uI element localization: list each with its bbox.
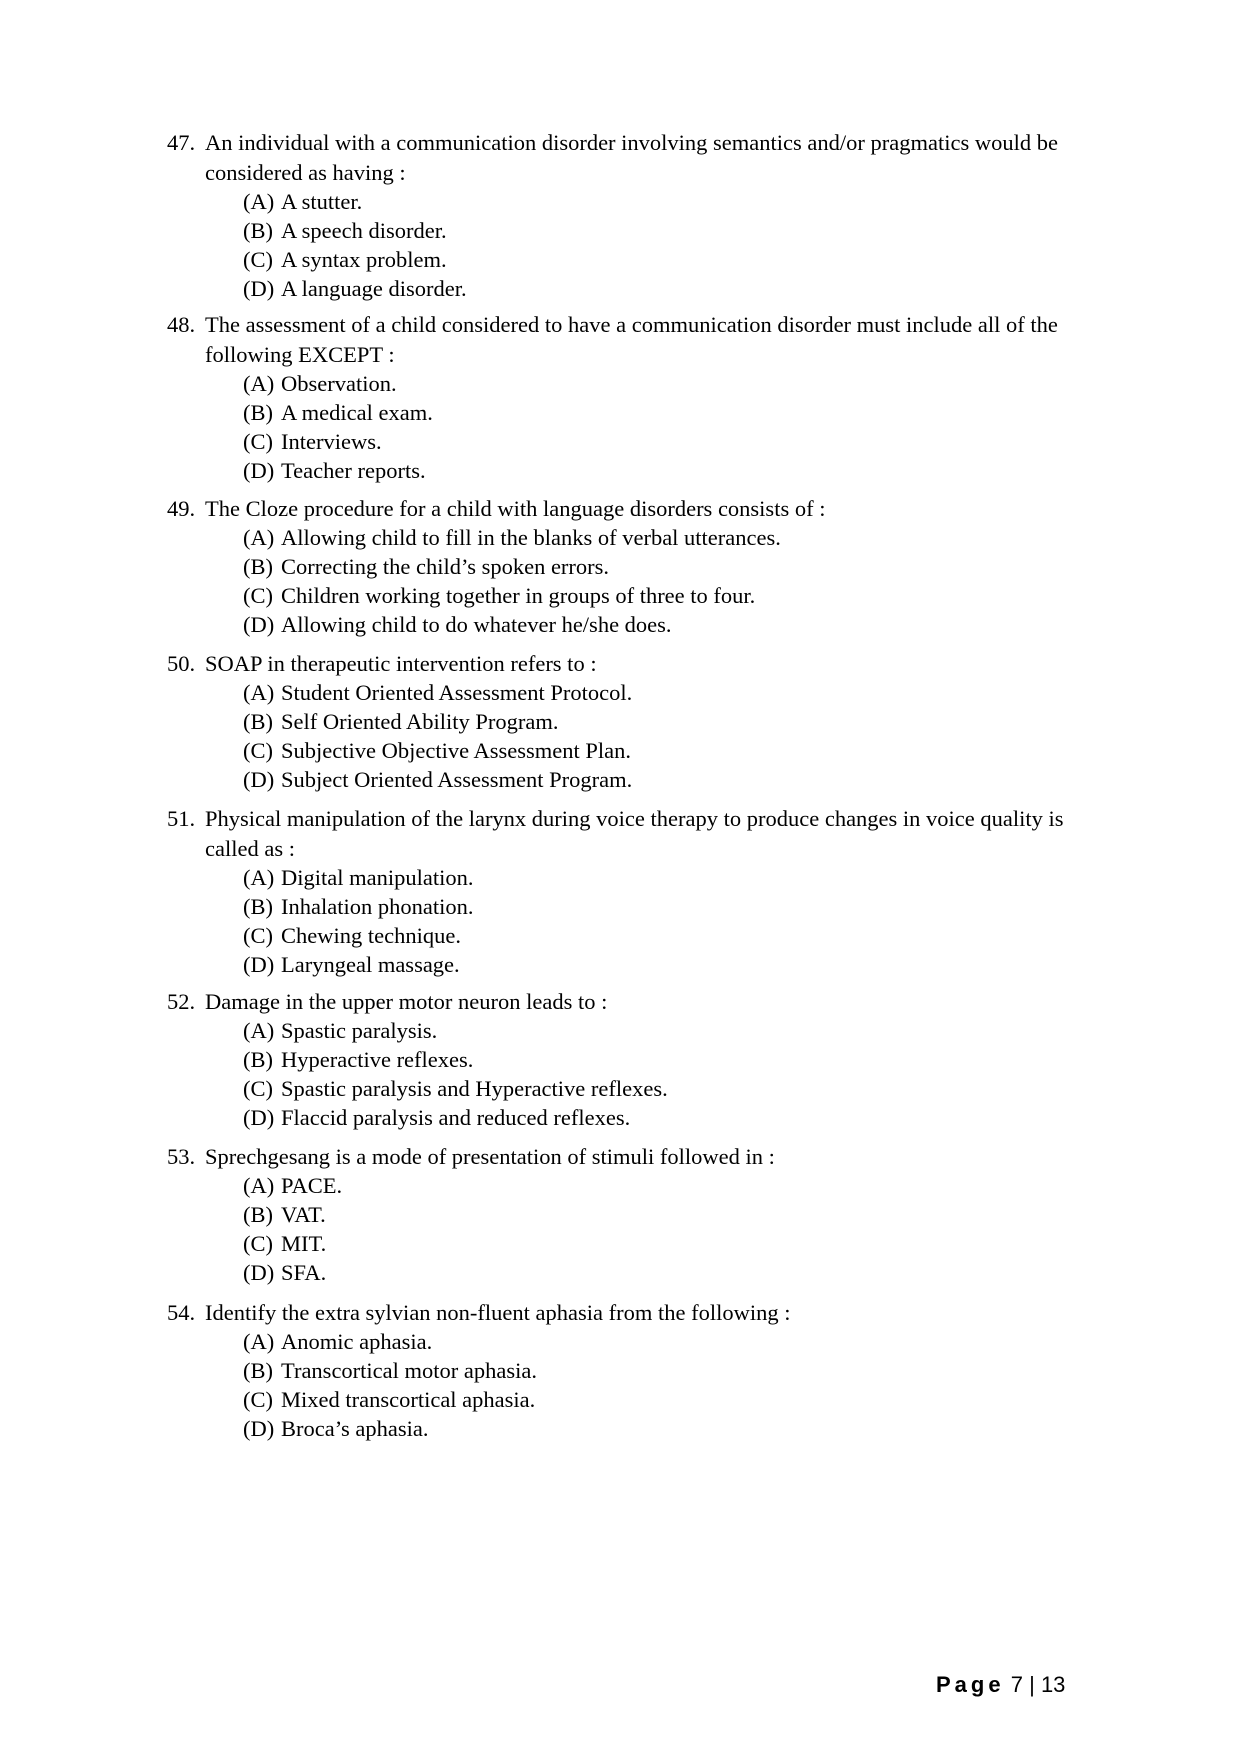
option-b: (B) Hyperactive reflexes. — [243, 1047, 474, 1072]
option-d: (D) Allowing child to do whatever he/she does. — [243, 612, 672, 637]
current-page-number: 7 — [1010, 1672, 1023, 1697]
option-b: (B) Self Oriented Ability Program. — [243, 709, 559, 734]
option-a: (A) Digital manipulation. — [243, 865, 474, 890]
page-separator: | — [1029, 1672, 1035, 1697]
option-b: (B) Correcting the child’s spoken errors. — [243, 554, 610, 579]
option-d: (D) Flaccid paralysis and reduced reflexes. — [243, 1105, 631, 1130]
option-c: (C) Chewing technique. — [243, 923, 461, 948]
option-a: (A) Spastic paralysis. — [243, 1018, 438, 1043]
question-text: Physical manipulation of the larynx during voice therapy to produce changes in voice quality is called as : — [205, 806, 1064, 861]
question-52 — [167, 987, 1097, 1132]
options-list — [243, 523, 1097, 639]
total-pages: 13 — [1040, 1672, 1066, 1697]
option-a: (A) Observation. — [243, 371, 397, 396]
question-49 — [167, 494, 1097, 639]
question-text: An individual with a communication disorder involving semantics and/or pragmatics would be considered as having : — [205, 130, 1058, 185]
option-c: (C) A syntax problem. — [243, 247, 447, 272]
option-d: (D) Laryngeal massage. — [243, 952, 460, 977]
option-c: (C) Mixed transcortical aphasia. — [243, 1387, 536, 1412]
question-number: 48. — [167, 312, 196, 337]
question-number: 51. — [167, 806, 196, 831]
option-d: (D) Broca’s aphasia. — [243, 1416, 429, 1441]
options-list — [243, 1016, 1097, 1132]
options-list — [243, 1327, 1097, 1443]
question-54 — [167, 1298, 1097, 1443]
option-a: (A) Student Oriented Assessment Protocol. — [243, 680, 633, 705]
option-c: (C) Interviews. — [243, 429, 382, 454]
question-number: 49. — [167, 496, 196, 521]
question-text: Identify the extra sylvian non-fluent aphasia from the following : — [205, 1300, 791, 1325]
page-footer — [936, 1672, 1065, 1698]
question-number: 53. — [167, 1144, 196, 1169]
option-a: (A) PACE. — [243, 1173, 343, 1198]
option-a: (A) Anomic aphasia. — [243, 1329, 433, 1354]
question-text: SOAP in therapeutic intervention refers to : — [205, 651, 597, 676]
question-text: The Cloze procedure for a child with language disorders consists of : — [205, 496, 826, 521]
option-b: (B) Transcortical motor aphasia. — [243, 1358, 537, 1383]
options-list — [243, 1171, 1097, 1287]
option-a: (A) Allowing child to fill in the blanks of verbal utterances. — [243, 525, 781, 550]
options-list — [243, 678, 1097, 794]
option-d: (D) SFA. — [243, 1260, 327, 1285]
option-c: (C) Children working together in groups of three to four. — [243, 583, 756, 608]
options-list — [243, 369, 1097, 485]
option-d: (D) A language disorder. — [243, 276, 467, 301]
question-text: Damage in the upper motor neuron leads to : — [205, 989, 608, 1014]
question-51 — [167, 804, 1097, 979]
option-c: (C) Subjective Objective Assessment Plan. — [243, 738, 631, 763]
question-number: 47. — [167, 130, 196, 155]
question-47 — [167, 128, 1097, 303]
option-c: (C) MIT. — [243, 1231, 327, 1256]
option-a: (A) A stutter. — [243, 189, 363, 214]
question-53 — [167, 1142, 1097, 1287]
option-b: (B) A speech disorder. — [243, 218, 447, 243]
question-text: The assessment of a child considered to have a communication disorder must include all of the following EXCEPT : — [205, 312, 1058, 367]
option-d: (D) Teacher reports. — [243, 458, 426, 483]
question-50 — [167, 649, 1097, 794]
option-c: (C) Spastic paralysis and Hyperactive reflexes. — [243, 1076, 668, 1101]
page-label: Page — [936, 1672, 1005, 1697]
option-b: (B) A medical exam. — [243, 400, 433, 425]
question-number: 52. — [167, 989, 196, 1014]
question-number: 50. — [167, 651, 196, 676]
option-b: (B) Inhalation phonation. — [243, 894, 474, 919]
question-48 — [167, 310, 1097, 485]
option-b: (B) VAT. — [243, 1202, 326, 1227]
option-d: (D) Subject Oriented Assessment Program. — [243, 767, 633, 792]
question-text: Sprechgesang is a mode of presentation of stimuli followed in : — [205, 1144, 775, 1169]
options-list — [243, 863, 1097, 979]
question-number: 54. — [167, 1300, 196, 1325]
options-list — [243, 187, 1097, 303]
